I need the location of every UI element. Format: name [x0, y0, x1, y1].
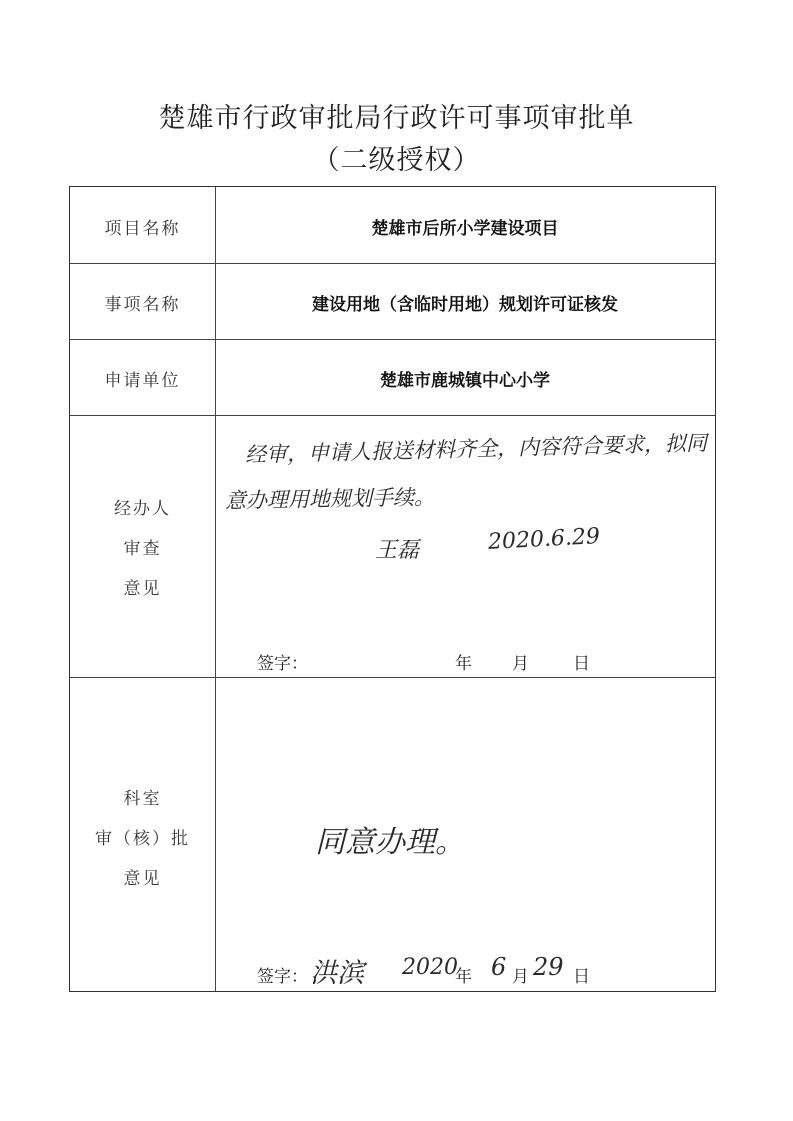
handler-sign-label: 签字： [257, 654, 308, 674]
section-day-value: 29 [533, 953, 564, 981]
handler-year-label: 年 [455, 654, 472, 674]
row-divider [70, 339, 715, 340]
section-year-value: 2020 [402, 955, 458, 980]
handler-handwritten-opinion-line2: 意办理用地规划手续。 [224, 485, 436, 513]
row-divider [70, 415, 715, 416]
handler-month-label: 月 [512, 654, 529, 674]
handler-label-line: 意见 [123, 579, 162, 599]
section-label-line: 意见 [123, 869, 162, 889]
item-name-value: 建设用地（含临时用地）规划许可证核发 [312, 295, 618, 315]
applicant-value: 楚雄市鹿城镇中心小学 [380, 371, 550, 391]
applicant-label: 申请单位 [104, 371, 181, 391]
handler-day-label: 日 [573, 654, 590, 674]
document-title: 楚雄市行政审批局行政许可事项审批单 [158, 103, 635, 134]
row-divider [70, 263, 715, 264]
section-month-label: 月 [512, 967, 529, 987]
project-name-value: 楚雄市后所小学建设项目 [371, 219, 559, 239]
section-handwritten-signature: 洪滨 [310, 958, 364, 989]
section-month-value: 6 [491, 953, 507, 981]
section-year-label: 年 [455, 967, 472, 987]
section-handwritten-opinion: 同意办理。 [315, 825, 465, 860]
project-name-label: 项目名称 [104, 219, 181, 239]
section-review-label [70, 779, 215, 899]
handler-label-line: 经办人 [114, 499, 171, 519]
item-name-label: 事项名称 [104, 295, 181, 315]
section-day-label: 日 [573, 967, 590, 987]
section-label-line: 审（核）批 [95, 829, 190, 849]
document-subtitle: （二级授权） [312, 145, 481, 176]
approval-form [69, 186, 716, 992]
handler-review-label [70, 489, 215, 609]
section-sign-label: 签字： [257, 967, 308, 987]
section-label-line: 科室 [123, 789, 162, 809]
handler-handwritten-opinion-line1: 经审，申请人报送材料齐全，内容符合要求，拟同 [244, 430, 708, 468]
row-divider [70, 677, 715, 678]
handler-handwritten-date: 2020.6.29 [487, 524, 601, 555]
handler-handwritten-signature: 王磊 [375, 538, 420, 563]
handler-label-line: 审查 [123, 539, 162, 559]
